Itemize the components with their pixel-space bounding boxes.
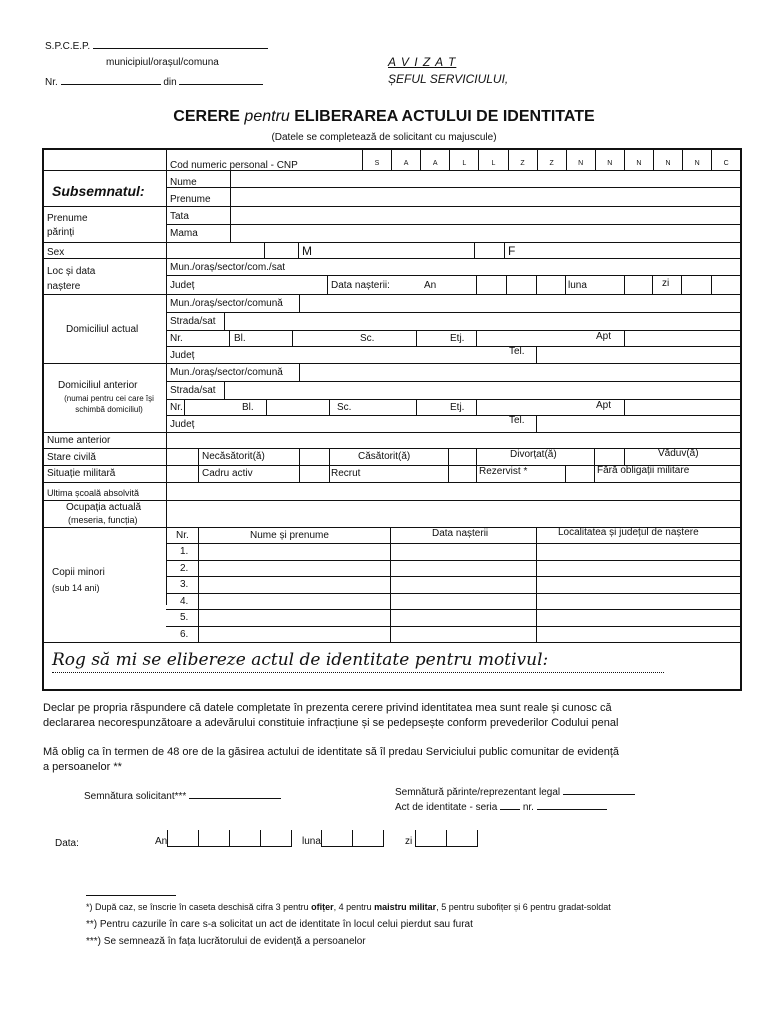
cnp-cell-4[interactable]: L bbox=[462, 160, 467, 167]
divortat-label: Divorțat(ă) bbox=[510, 449, 557, 460]
anterior-strada-label: Strada/sat bbox=[170, 385, 216, 396]
cnp-cell-7[interactable]: Z bbox=[549, 160, 554, 167]
prenume-parinti-label: Prenume părinți bbox=[47, 213, 88, 238]
declaratie-line2: declararea necorespunzătoare a adevărului constituie infracțiune și se pedepsește conform prevederilor Codului penal bbox=[43, 717, 619, 729]
col-nr-label: Nr. bbox=[176, 530, 189, 541]
cnp-cell-5[interactable]: L bbox=[491, 160, 496, 167]
prenume-label: Prenume bbox=[170, 194, 211, 205]
child-row-number: 5. bbox=[180, 612, 189, 623]
anterior-sc-label: Sc. bbox=[337, 402, 352, 413]
footnote-1-d: maistru militar bbox=[374, 902, 437, 912]
ultima-scoala-label: Ultima școală absolvită bbox=[47, 488, 140, 498]
anterior-judet-label: Județ bbox=[170, 419, 195, 430]
subsemnatul-label: Subsemnatul: bbox=[52, 183, 145, 199]
nume-anterior-label: Nume anterior bbox=[47, 435, 111, 446]
nume-label: Nume bbox=[170, 177, 197, 188]
semnatura-solicitant-field[interactable] bbox=[189, 798, 281, 799]
date-zi-row bbox=[405, 830, 478, 847]
actual-et-label: Etj. bbox=[450, 333, 465, 344]
date-zi-box1[interactable] bbox=[415, 830, 446, 847]
anterior-tel-label: Tel. bbox=[509, 415, 525, 426]
date-an-box4[interactable] bbox=[260, 830, 292, 847]
din-label: din bbox=[163, 77, 177, 88]
child-row-number: 6. bbox=[180, 628, 189, 640]
date-an-label: An bbox=[155, 836, 168, 847]
footnote-divider bbox=[86, 895, 176, 896]
motiv-label: Rog să mi se elibereze actul de identitate pentru motivul: bbox=[52, 650, 549, 670]
date-zi-box2[interactable] bbox=[446, 830, 478, 847]
col-nume-label: Nume și prenume bbox=[250, 530, 329, 541]
sex-m-label: M bbox=[302, 244, 312, 258]
vaduv-label: Văduv(ă) bbox=[658, 448, 699, 459]
child-row-divider bbox=[166, 560, 740, 561]
date-an-box3[interactable] bbox=[229, 830, 260, 847]
date-luna-box2[interactable] bbox=[352, 830, 384, 847]
footnote-1-b: ofițer bbox=[311, 902, 334, 912]
cnp-cell-10[interactable]: N bbox=[636, 160, 642, 167]
mama-label: Mama bbox=[170, 228, 198, 239]
actual-tel-label: Tel. bbox=[509, 346, 525, 357]
nr-label: Nr. bbox=[45, 77, 58, 88]
loc-data-nastere-label: Loc și data naștere bbox=[47, 266, 96, 292]
footnote-3: ***) Se semnează în fața lucrătorului de evidență a persoanelor bbox=[86, 936, 366, 947]
semnatura-parinte-label: Semnătură părinte/reprezentant legal bbox=[395, 787, 561, 798]
cnp-cell-11[interactable]: N bbox=[665, 160, 671, 167]
birth-zi-label: zi bbox=[662, 278, 670, 289]
spcep-text: S.P.C.E.P. bbox=[45, 41, 91, 52]
spcep-label bbox=[45, 41, 268, 52]
act-nr-label: nr. bbox=[522, 802, 534, 813]
col-loc-label: Localitatea și județul de naștere bbox=[558, 527, 699, 538]
footnote-1-a: *) După caz, se înscrie în caseta deschisă cifra 3 pentru bbox=[86, 902, 312, 912]
municipiu-label: municipiul/orașul/comuna bbox=[106, 57, 219, 68]
semnatura-solicitant-label: Semnătura solicitant*** bbox=[84, 791, 187, 802]
anterior-nr-label: Nr. bbox=[170, 402, 183, 413]
child-row-number: 2. bbox=[180, 562, 189, 574]
avizat-label: A V I Z A T bbox=[388, 55, 457, 69]
cnp-cell-2[interactable]: A bbox=[403, 160, 409, 167]
necasatorit-label: Necăsătorit(ă) bbox=[202, 451, 265, 462]
date-luna-label: luna bbox=[302, 836, 321, 847]
sex-f-label: F bbox=[508, 244, 516, 258]
copii-note: (sub 14 ani) bbox=[52, 583, 100, 593]
din-field[interactable] bbox=[179, 84, 263, 85]
loc-mun-label: Mun./oraș/sector/com./sat bbox=[170, 262, 286, 273]
title-part1: CERERE bbox=[173, 108, 245, 125]
cnp-cell-6[interactable]: Z bbox=[520, 160, 525, 167]
cadru-activ-label: Cadru activ bbox=[202, 468, 253, 479]
cnp-cell-13[interactable]: C bbox=[723, 160, 729, 167]
declaratie-line1: Declar pe propria răspundere că datele completate în prezenta cerere privind identitatea mea sunt reale și cunosc că bbox=[43, 702, 612, 714]
cnp-cell-12[interactable]: N bbox=[694, 160, 700, 167]
cnp-cell-8[interactable]: N bbox=[578, 160, 584, 167]
anterior-apt-label: Apt bbox=[596, 400, 612, 411]
data-label: Data: bbox=[55, 838, 79, 849]
fara-obligatii-label: Fără obligații militare bbox=[597, 465, 690, 476]
data-nasterii-label: Data nașterii: bbox=[331, 280, 390, 291]
ocupatia-note: (meseria, funcția) bbox=[68, 515, 138, 525]
sex-label: Sex bbox=[47, 247, 65, 258]
situatie-militara-label: Situație militară bbox=[47, 468, 116, 479]
copii-minori-label: Copii minori bbox=[52, 567, 105, 578]
loc-judet-label: Județ bbox=[170, 280, 195, 291]
cnp-cell-1[interactable]: S bbox=[374, 160, 380, 167]
actual-judet-label: Județ bbox=[170, 350, 195, 361]
title-part2: pentru bbox=[244, 108, 290, 125]
birth-luna-label: luna bbox=[568, 280, 587, 291]
child-row-divider bbox=[166, 626, 740, 627]
actual-sc-label: Sc. bbox=[360, 333, 375, 344]
title-part3: ELIBERAREA ACTULUI DE IDENTITATE bbox=[289, 108, 595, 125]
act-seria-field[interactable] bbox=[500, 809, 520, 810]
footnote-2: **) Pentru cazurile în care s-a solicitat un act de identitate în locul celui pierdut sau furat bbox=[86, 919, 473, 930]
ocupatia-label: Ocupația actuală bbox=[66, 502, 142, 513]
spcep-field[interactable] bbox=[93, 48, 268, 49]
semnatura-solicitant-row bbox=[84, 791, 281, 802]
oblig-line1: Mă oblig ca în termen de 48 ore de la găsirea actului de identitate să îl predau Serviciului public comunitar de evidență bbox=[43, 746, 620, 758]
actual-strada-label: Strada/sat bbox=[170, 316, 216, 327]
page-subtitle: (Datele se completează de solicitant cu majuscule) bbox=[271, 132, 497, 143]
motiv-field[interactable] bbox=[52, 672, 664, 673]
actual-mun-label: Mun./oraș/sector/comună bbox=[170, 298, 283, 309]
form-table bbox=[42, 148, 742, 691]
date-luna-box1[interactable] bbox=[321, 830, 352, 847]
child-row-number: 3. bbox=[180, 579, 189, 590]
child-row-divider bbox=[166, 593, 740, 594]
anterior-mun-label: Mun./oraș/sector/comună bbox=[170, 367, 283, 378]
act-identitate-label: Act de identitate - seria bbox=[395, 802, 498, 813]
cnp-cell-9[interactable]: N bbox=[607, 160, 613, 167]
nr-field[interactable] bbox=[61, 84, 161, 85]
semnatura-parinte-row bbox=[395, 787, 635, 798]
actual-bl-label: Bl. bbox=[234, 333, 246, 344]
oblig-line2: a persoanelor ** bbox=[43, 761, 122, 773]
domiciliul-actual-label: Domiciliul actual bbox=[66, 324, 139, 335]
act-nr-field[interactable] bbox=[537, 809, 607, 810]
actual-nr-label: Nr. bbox=[170, 333, 183, 344]
child-row-number: 4. bbox=[180, 595, 189, 607]
footnote-1-e: , 5 pentru subofițer și 6 pentru gradat-soldat bbox=[436, 902, 611, 912]
birth-an-label: An bbox=[424, 280, 437, 291]
recrut-label: Recrut bbox=[331, 468, 361, 479]
col-data-label: Data nașterii bbox=[432, 528, 489, 539]
child-row-divider bbox=[166, 576, 740, 577]
date-an-box1[interactable] bbox=[167, 830, 198, 847]
anterior-bl-label: Bl. bbox=[242, 402, 254, 413]
date-an-row bbox=[155, 830, 292, 847]
cnp-label: Cod numeric personal - CNP bbox=[170, 160, 298, 171]
date-an-box2[interactable] bbox=[198, 830, 229, 847]
child-row-number: 1. bbox=[180, 546, 189, 557]
rezervist-label: Rezervist * bbox=[479, 466, 528, 477]
act-identitate-row bbox=[395, 802, 607, 813]
stare-civila-label: Stare civilă bbox=[47, 452, 96, 463]
nr-din-row bbox=[45, 77, 263, 88]
date-luna-row bbox=[302, 830, 384, 847]
footnote-1-c: , 4 pentru bbox=[333, 902, 375, 912]
tata-label: Tata bbox=[170, 211, 189, 222]
date-zi-label: zi bbox=[405, 836, 413, 847]
actual-apt-label: Apt bbox=[596, 331, 612, 342]
child-row-divider bbox=[166, 609, 740, 610]
casatorit-label: Căsătorit(ă) bbox=[358, 451, 411, 462]
cnp-cell-3[interactable]: A bbox=[432, 160, 438, 167]
anterior-et-label: Etj. bbox=[450, 402, 465, 413]
semnatura-parinte-field[interactable] bbox=[563, 794, 635, 795]
domiciliul-anterior-label: Domiciliul anterior bbox=[58, 380, 138, 391]
footnote-1 bbox=[86, 902, 611, 912]
domiciliul-anterior-note: (numai pentru cei care își schimbă domiciliul) bbox=[64, 394, 154, 414]
sef-label: ȘEFUL SERVICIULUI, bbox=[388, 72, 509, 86]
page-title bbox=[0, 108, 768, 126]
